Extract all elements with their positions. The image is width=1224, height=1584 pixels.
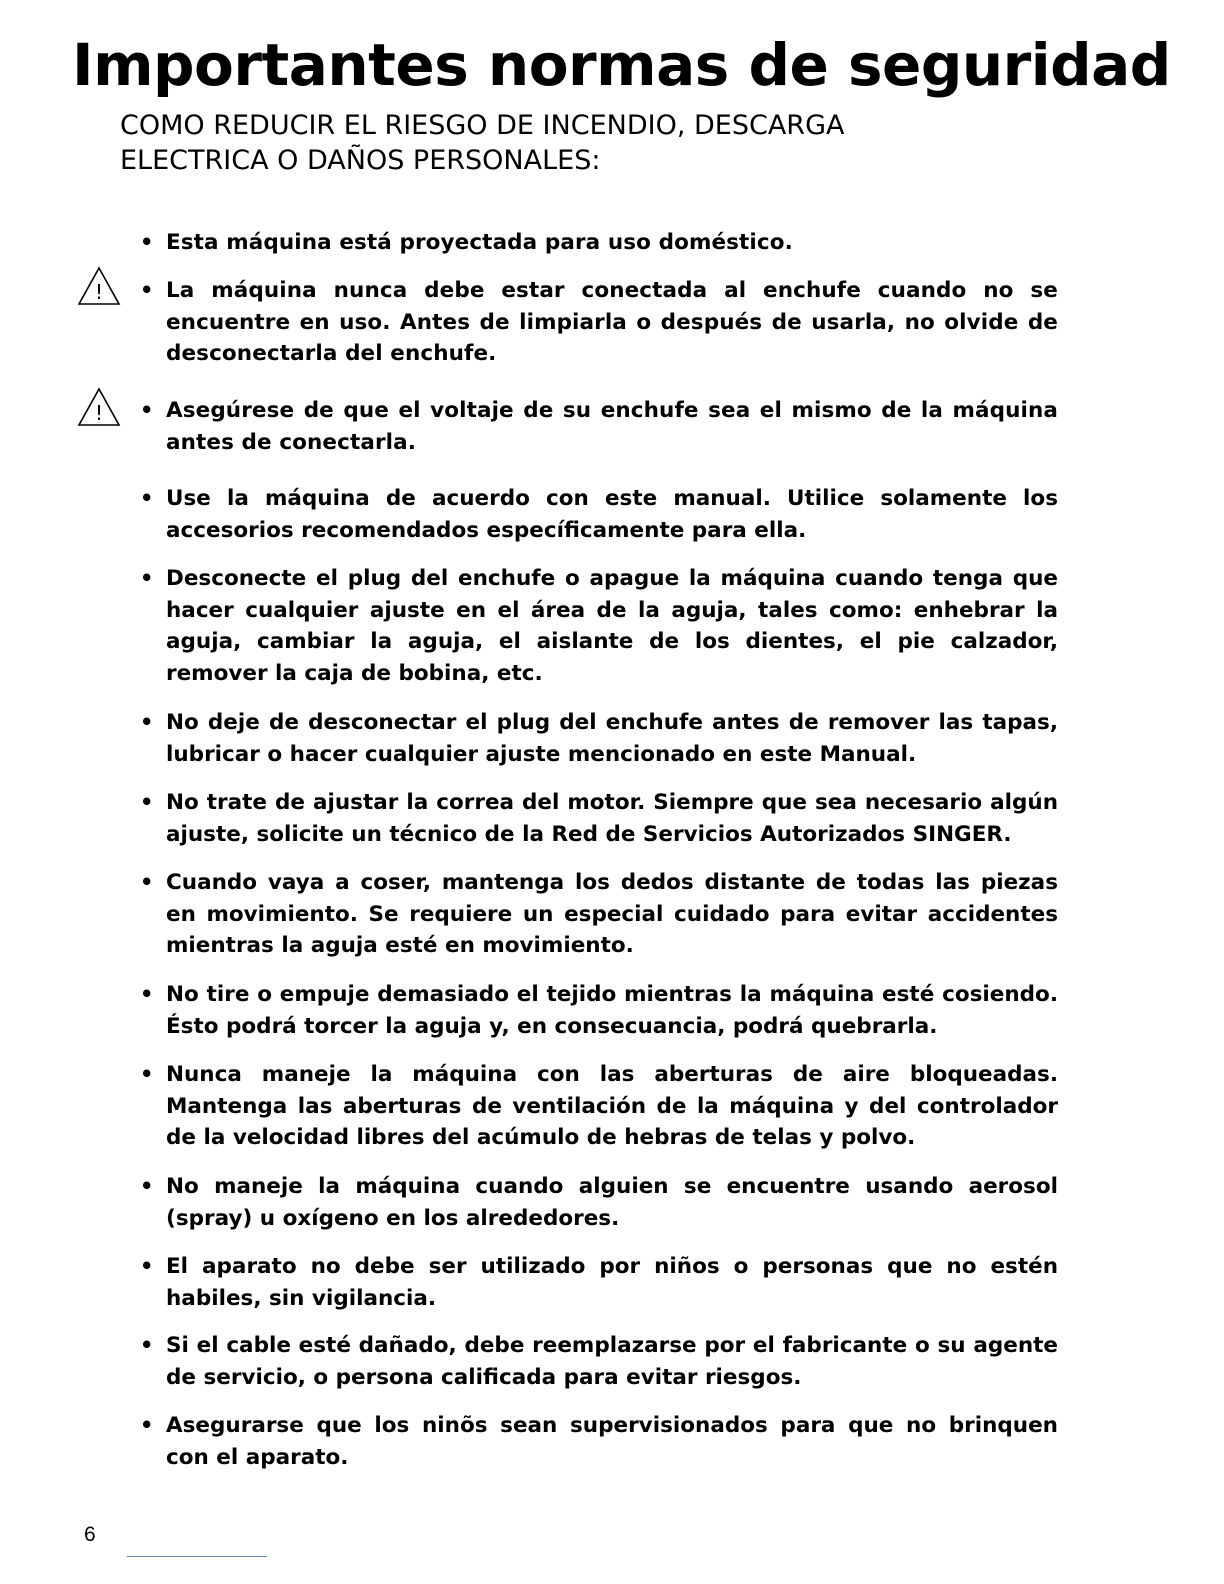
list-item [140, 563, 1058, 689]
list-item [140, 787, 1058, 850]
list-item-text: No deje de desconectar el plug del enchufe antes de remover las tapas, lubricar o hacer cualquier ajuste mencionado en este Manual. [166, 710, 1058, 767]
bullet: • [140, 870, 154, 894]
list-item [140, 1171, 1058, 1234]
bullet: • [140, 1254, 154, 1278]
bullet: • [140, 566, 154, 590]
warning-icon-mark: ! [94, 280, 104, 304]
subtitle-line-1: COMO REDUCIR EL RIESGO DE INCENDIO, DESCARGA [120, 110, 845, 141]
list-item-text: No maneje la máquina cuando alguien se encuentre usando aerosol (spray) u oxígeno en los alrededores. [166, 1174, 1058, 1231]
list-item [140, 1059, 1058, 1154]
list-item [140, 275, 1058, 370]
list-item-text: La máquina nunca debe estar conectada al enchufe cuando no se encuentre en uso. Antes de limpiarla o después de usarla, no olvide de desconectarla del enchufe. [166, 278, 1058, 366]
bullet: • [140, 1062, 154, 1086]
list-item [140, 1251, 1058, 1314]
list-item-text: Asegúrese de que el voltaje de su enchufe sea el mismo de la máquina antes de conectarla. [166, 398, 1058, 455]
list-item [140, 1330, 1058, 1393]
list-item [140, 867, 1058, 962]
list-item-text: Desconecte el plug del enchufe o apague la máquina cuando tenga que hacer cualquier ajuste en el área de la aguja, tales como: enhebrar la aguja, cambiar la aguja, el aislante de los dientes, el pie calzador, remover la caja de bobina, etc. [166, 566, 1058, 686]
list-item-text: Asegurarse que los ninõs sean supervisionados para que no brinquen con el aparato. [166, 1413, 1058, 1470]
bullet: • [140, 486, 154, 510]
warning-icon-mark: ! [94, 401, 104, 425]
footer-rule [127, 1556, 267, 1557]
bullet: • [140, 278, 154, 302]
bullet: • [140, 790, 154, 814]
bullet: • [140, 398, 154, 422]
list-item-text: Cuando vaya a coser, mantenga los dedos distante de todas las piezas en movimiento. Se requiere un especial cuidado para evitar accidentes mientras la aguja esté en movimiento. [166, 870, 1058, 958]
list-item [140, 1410, 1058, 1473]
bullet: • [140, 1333, 154, 1357]
list-item-text: Esta máquina está proyectada para uso doméstico. [166, 230, 793, 255]
bullet: • [140, 1174, 154, 1198]
list-item [140, 979, 1058, 1042]
list-item [140, 707, 1058, 770]
subtitle-line-2: ELECTRICA O DAÑOS PERSONALES: [120, 145, 601, 176]
list-item-text: Nunca maneje la máquina con las aberturas de aire bloqueadas. Mantenga las aberturas de ventilación de la máquina y del controlador de la velocidad libres del acúmulo de hebras de telas y polvo. [166, 1062, 1058, 1150]
warning-triangle-icon [77, 387, 121, 427]
list-item-text: Si el cable esté dañado, debe reemplazarse por el fabricante o su agente de servicio, o persona calificada para evitar riesgos. [166, 1333, 1058, 1390]
page-title: Importantes normas de seguridad [72, 31, 1171, 99]
bullet: • [140, 982, 154, 1006]
list-item-text: Use la máquina de acuerdo con este manual. Utilice solamente los accesorios recomendados específicamente para ella. [166, 486, 1058, 543]
list-item [140, 395, 1058, 458]
warning-triangle-icon [77, 266, 121, 306]
bullet: • [140, 1413, 154, 1437]
list-item-text: No tire o empuje demasiado el tejido mientras la máquina esté cosiendo. Ésto podrá torcer la aguja y, en consecuancia, podrá quebrarla. [166, 982, 1058, 1039]
bullet: • [140, 710, 154, 734]
bullet: • [140, 230, 154, 254]
list-item [140, 227, 1058, 259]
list-item-text: El aparato no debe ser utilizado por niños o personas que no estén habiles, sin vigilancia. [166, 1254, 1058, 1311]
subtitle [120, 108, 844, 178]
list-item [140, 483, 1058, 546]
page-number: 6 [84, 1523, 96, 1546]
list-item-text: No trate de ajustar la correa del motor. Siempre que sea necesario algún ajuste, solicite un técnico de la Red de Servicios Autorizados SINGER. [166, 790, 1058, 847]
